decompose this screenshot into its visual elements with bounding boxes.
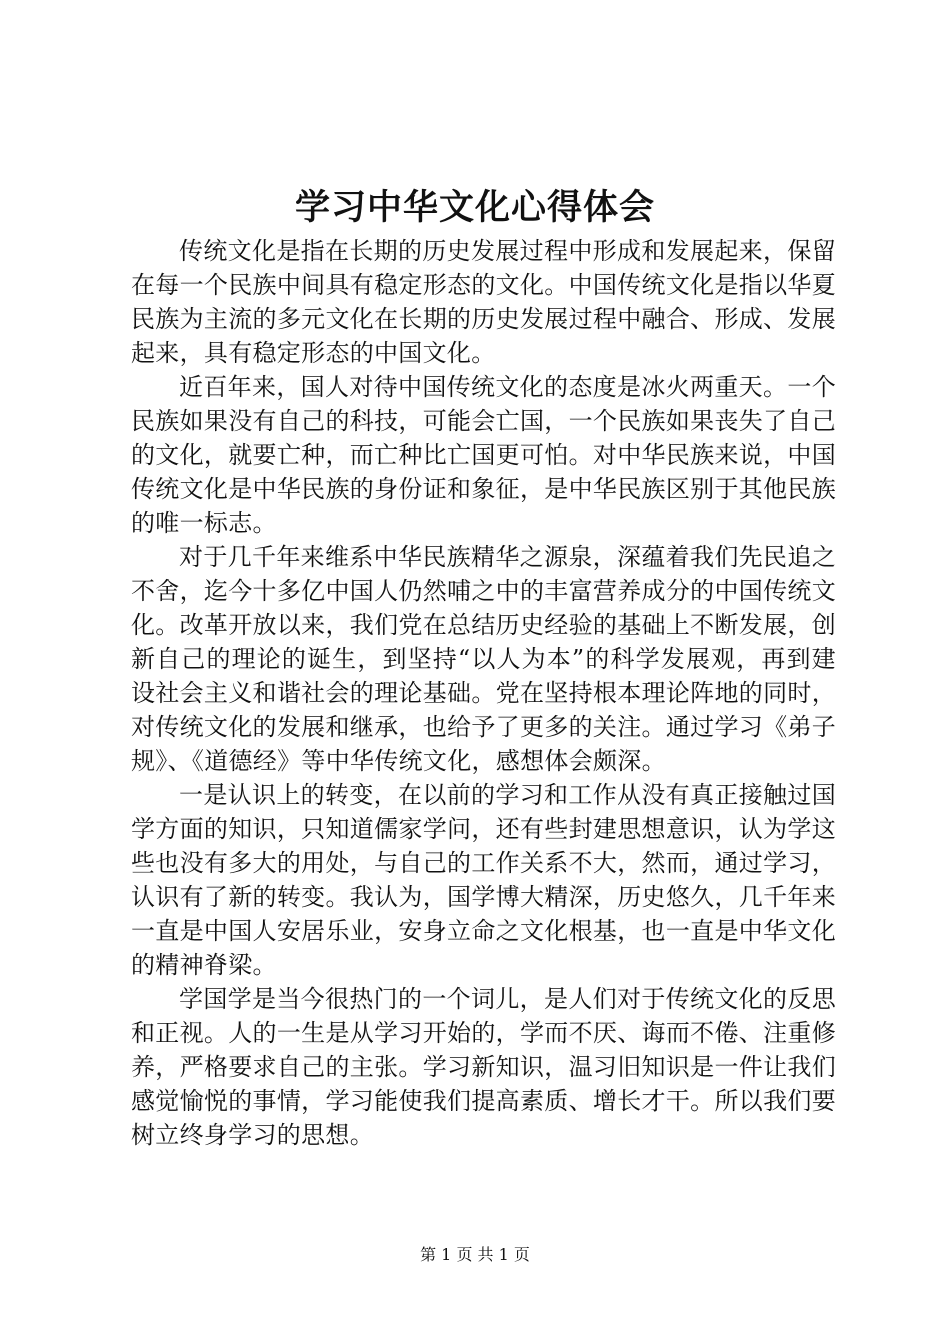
document-title: 学习中华文化心得体会	[294, 187, 655, 228]
paragraph-5: 学国学是当今很热门的一个词儿，是人们对于传统文化的反思和正视。人的一生是从学习开始的，学而不厌、诲而不倦、注重修养，严格要求自己的主张。学习新知识，温习旧知识是一件让我们感觉愉悦的事情，学习能使我们提高素质、增长才干。所以我们要树立终身学习的思想。	[131, 985, 836, 1149]
page-footer: 第 1 页 共 1 页	[420, 1245, 530, 1264]
paragraph-2: 近百年来，国人对待中国传统文化的态度是冰火两重天。一个民族如果没有自己的科技，可能会亡国，一个民族如果丧失了自己的文化，就要亡种，而亡种比亡国更可怕。对中华民族来说，中国传统文化是中华民族的身份证和象征，是中华民族区别于其他民族的唯一标志。	[131, 373, 836, 537]
paragraph-4: 一是认识上的转变，在以前的学习和工作从没有真正接触过国学方面的知识，只知道儒家学问，还有些封建思想意识，认为学这些也没有多大的用处，与自己的工作关系不大，然而，通过学习，认识有了新的转变。我认为，国学博大精深，历史悠久，几千年来一直是中国人安居乐业，安身立命之文化根基，也一直是中华文化的精神脊梁。	[131, 781, 836, 979]
paragraph-3: 对于几千年来维系中华民族精华之源泉，深蕴着我们先民追之不舍，迄今十多亿中国人仍然哺之中的丰富营养成分的中国传统文化。改革开放以来，我们党在总结历史经验的基础上不断发展，创新自己的理论的诞生，到坚持“以人为本”的科学发展观，再到建设社会主义和谐社会的理论基础。党在坚持根本理论阵地的同时，对传统文化的发展和继承，也给予了更多的关注。通过学习《弟子规》、《道德经》等中华传统文化，感想体会颇深。	[131, 543, 836, 775]
paragraph-1: 传统文化是指在长期的历史发展过程中形成和发展起来，保留在每一个民族中间具有稳定形态的文化。中国传统文化是指以华夏民族为主流的多元文化在长期的历史发展过程中融合、形成、发展起来，具有稳定形态的中国文化。	[131, 237, 836, 367]
document-body	[131, 234, 836, 1152]
